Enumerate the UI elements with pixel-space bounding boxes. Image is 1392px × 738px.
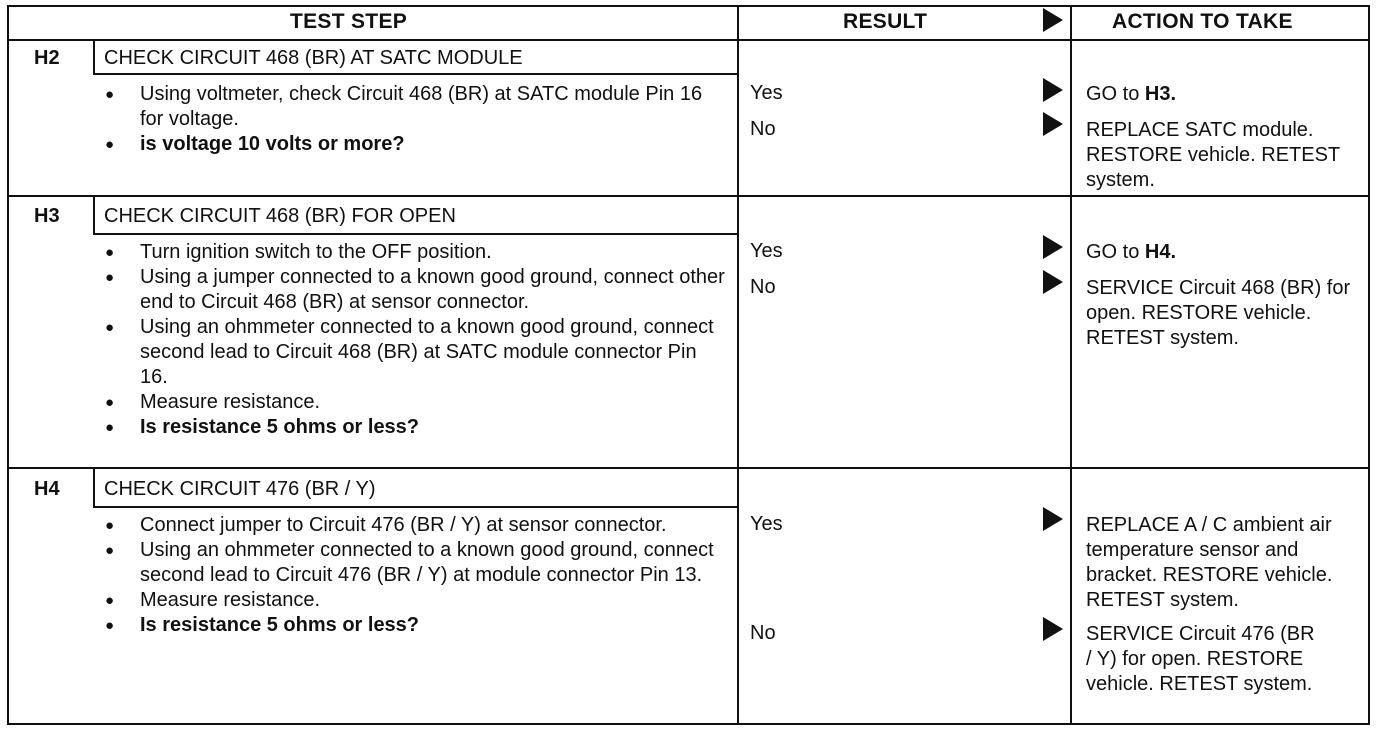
table-bottom-border [7, 723, 1370, 725]
arrow-icon [1043, 78, 1063, 102]
header-arrow-icon [1043, 8, 1063, 32]
result-column-divider [737, 5, 739, 725]
step-id-h4: H4 [34, 478, 60, 500]
step-h3-bottom-border [7, 467, 1370, 469]
action-text: REPLACE SATC module. RESTORE vehicle. RETEST system. [1086, 119, 1340, 191]
h4-title-box-bottom [93, 506, 738, 508]
bullet-item: ● Using an ohmmeter connected to a known good ground, connect second lead to Circuit 468 (BR) at SATC module connector Pin 16. [105, 315, 725, 390]
result-yes: Yes [750, 513, 783, 535]
action-text: GO to H4. [1086, 241, 1177, 263]
header-bottom-border [7, 39, 1370, 41]
bullet-item: ● Turn ignition switch to the OFF position. [105, 240, 725, 265]
step-h4-bullets [105, 513, 725, 638]
action-text: REPLACE A / C ambient air temperature sensor and bracket. RESTORE vehicle. RETEST system. [1086, 514, 1333, 611]
bullet-item: ● Connect jumper to Circuit 476 (BR / Y) at sensor connector. [105, 513, 725, 538]
bullet-item: ● Using a jumper connected to a known good ground, connect other end to Circuit 468 (BR) at sensor connector. [105, 265, 725, 315]
result-yes: Yes [750, 240, 783, 262]
arrow-icon [1043, 235, 1063, 259]
step-h3-bullets [105, 240, 725, 440]
arrow-icon [1043, 270, 1063, 294]
result-no: No [750, 622, 776, 644]
result-no: No [750, 276, 776, 298]
bullet-question: ● is voltage 10 volts or more? [105, 132, 725, 157]
bullet-item: ● Measure resistance. [105, 390, 725, 415]
action-text: SERVICE Circuit 468 (BR) for open. RESTORE vehicle. RETEST system. [1086, 277, 1351, 349]
bullet-item: ● Using voltmeter, check Circuit 468 (BR) at SATC module Pin 16 for voltage. [105, 82, 725, 132]
arrow-icon [1043, 507, 1063, 531]
header-action: ACTION TO TAKE [1112, 10, 1293, 33]
bullet-question: ● Is resistance 5 ohms or less? [105, 613, 725, 638]
h3-title-box-bottom [93, 233, 738, 235]
step-title-h4: CHECK CIRCUIT 476 (BR / Y) [104, 478, 376, 500]
step-title-h3: CHECK CIRCUIT 468 (BR) FOR OPEN [104, 205, 456, 227]
h2-title-box-bottom [93, 73, 738, 75]
action-text: SERVICE Circuit 476 (BR / Y) for open. RESTORE vehicle. RETEST system. [1086, 623, 1315, 695]
header-result: RESULT [843, 10, 928, 33]
bullet-item: ● Measure resistance. [105, 588, 725, 613]
table-left-border [7, 5, 9, 725]
arrow-icon [1043, 617, 1063, 641]
h2-id-divider [93, 39, 95, 75]
h4-id-divider [93, 467, 95, 508]
step-id-h3: H3 [34, 205, 60, 227]
bullet-question: ● Is resistance 5 ohms or less? [105, 415, 725, 440]
action-column-divider [1070, 5, 1072, 725]
result-no: No [750, 118, 776, 140]
result-yes: Yes [750, 82, 783, 104]
table-right-border [1368, 5, 1370, 725]
action-text: GO to H3. [1086, 83, 1177, 105]
h3-id-divider [93, 195, 95, 235]
step-title-h2: CHECK CIRCUIT 468 (BR) AT SATC MODULE [104, 47, 523, 69]
arrow-icon [1043, 112, 1063, 136]
step-h2-bullets [105, 82, 725, 157]
step-id-h2: H2 [34, 47, 60, 69]
step-h2-bottom-border [7, 195, 1370, 197]
bullet-item: ● Using an ohmmeter connected to a known good ground, connect second lead to Circuit 476 (BR / Y) at module connector Pin 13. [105, 538, 725, 588]
table-top-border [7, 5, 1370, 7]
header-test-step: TEST STEP [290, 10, 408, 33]
